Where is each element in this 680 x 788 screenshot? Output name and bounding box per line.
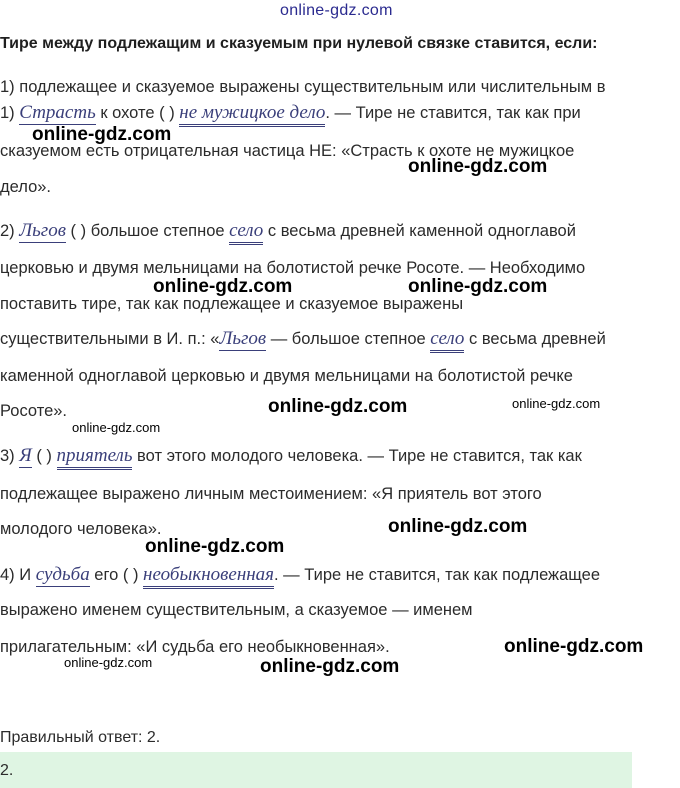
example-text: с весьма древней каменной одноглавой — [263, 222, 576, 240]
watermark-top: online-gdz.com — [280, 2, 393, 19]
answer-box — [0, 752, 632, 788]
example-3-line-3: молодого человека». — [0, 520, 162, 538]
predicate-word: необыкновенная — [143, 564, 274, 589]
example-number: 2) — [0, 222, 20, 240]
example-number: 4) И — [0, 566, 36, 584]
predicate-word: приятель — [57, 445, 133, 470]
example-1-line-1 — [0, 102, 581, 124]
rule-option-1: 1) подлежащее и сказуемое выражены существительным или числительным в — [0, 78, 606, 96]
example-text: ( ) большое степное — [65, 222, 230, 240]
watermark: online-gdz.com — [260, 656, 400, 677]
answer-value: 2. — [0, 762, 14, 779]
example-number: 1) — [0, 104, 20, 122]
example-text: . — Тире не ставится, так как при — [325, 104, 581, 122]
watermark: online-gdz.com — [408, 156, 548, 177]
predicate-word: село — [229, 220, 263, 245]
watermark: online-gdz.com — [153, 276, 293, 297]
watermark: online-gdz.com — [72, 420, 161, 435]
watermark: online-gdz.com — [504, 636, 644, 657]
example-1-line-3: дело». — [0, 178, 52, 196]
question-title: Тире между подлежащим и сказуемым при нулевой связке ставится, если: — [0, 35, 598, 52]
watermark: online-gdz.com — [145, 536, 285, 557]
subject-word: Льгов — [19, 220, 66, 241]
predicate-phrase: не мужицкое дело — [179, 102, 325, 127]
example-text: его ( ) — [89, 566, 144, 584]
example-text: ( ) — [31, 447, 57, 465]
watermark: online-gdz.com — [408, 276, 548, 297]
example-text: с весьма древней — [464, 330, 606, 348]
predicate-word: село — [430, 328, 464, 353]
example-2-line-5: каменной одноглавой церковью и двумя мельницами на болотистой речке — [0, 367, 573, 385]
example-2-line-1 — [0, 220, 576, 242]
example-text: вот этого молодого человека. — Тире не ставится, так как — [132, 447, 582, 465]
watermark: online-gdz.com — [64, 655, 153, 670]
example-4-line-2: выражено именем существительным, а сказуемое — именем — [0, 601, 473, 619]
example-text: к охоте ( ) — [95, 104, 180, 122]
watermark: online-gdz.com — [388, 516, 528, 537]
example-text: существительными в И. п.: « — [0, 330, 220, 348]
example-4-line-1 — [0, 564, 600, 586]
example-2-line-4 — [0, 328, 606, 350]
example-text: — большое степное — [266, 330, 431, 348]
example-2-line-6: Росоте». — [0, 402, 68, 420]
subject-word: судьба — [35, 564, 90, 585]
watermark: online-gdz.com — [512, 396, 601, 411]
example-2-line-2: церковью и двумя мельницами на болотистой речке Росоте. — Необходимо — [0, 259, 586, 277]
example-text: . — Тире не ставится, так как подлежащее — [274, 566, 601, 584]
correct-answer-label: Правильный ответ: 2. — [0, 729, 161, 746]
example-number: 3) — [0, 447, 20, 465]
watermark: online-gdz.com — [268, 396, 408, 417]
example-1-line-2: сказуемом есть отрицательная частица НЕ: «Страсть к охоте не мужицкое — [0, 142, 575, 160]
subject-word: Страсть — [19, 102, 96, 123]
subject-word: Льгов — [219, 328, 267, 349]
watermark: online-gdz.com — [32, 124, 172, 145]
example-3-line-1 — [0, 445, 582, 467]
example-3-line-2: подлежащее выражено личным местоимением: «Я приятель вот этого — [0, 485, 542, 503]
subject-word: Я — [19, 445, 32, 466]
example-2-line-3: поставить тире, так как подлежащее и сказуемое выражены — [0, 295, 464, 313]
example-4-line-3: прилагательным: «И судьба его необыкновенная». — [0, 638, 390, 656]
